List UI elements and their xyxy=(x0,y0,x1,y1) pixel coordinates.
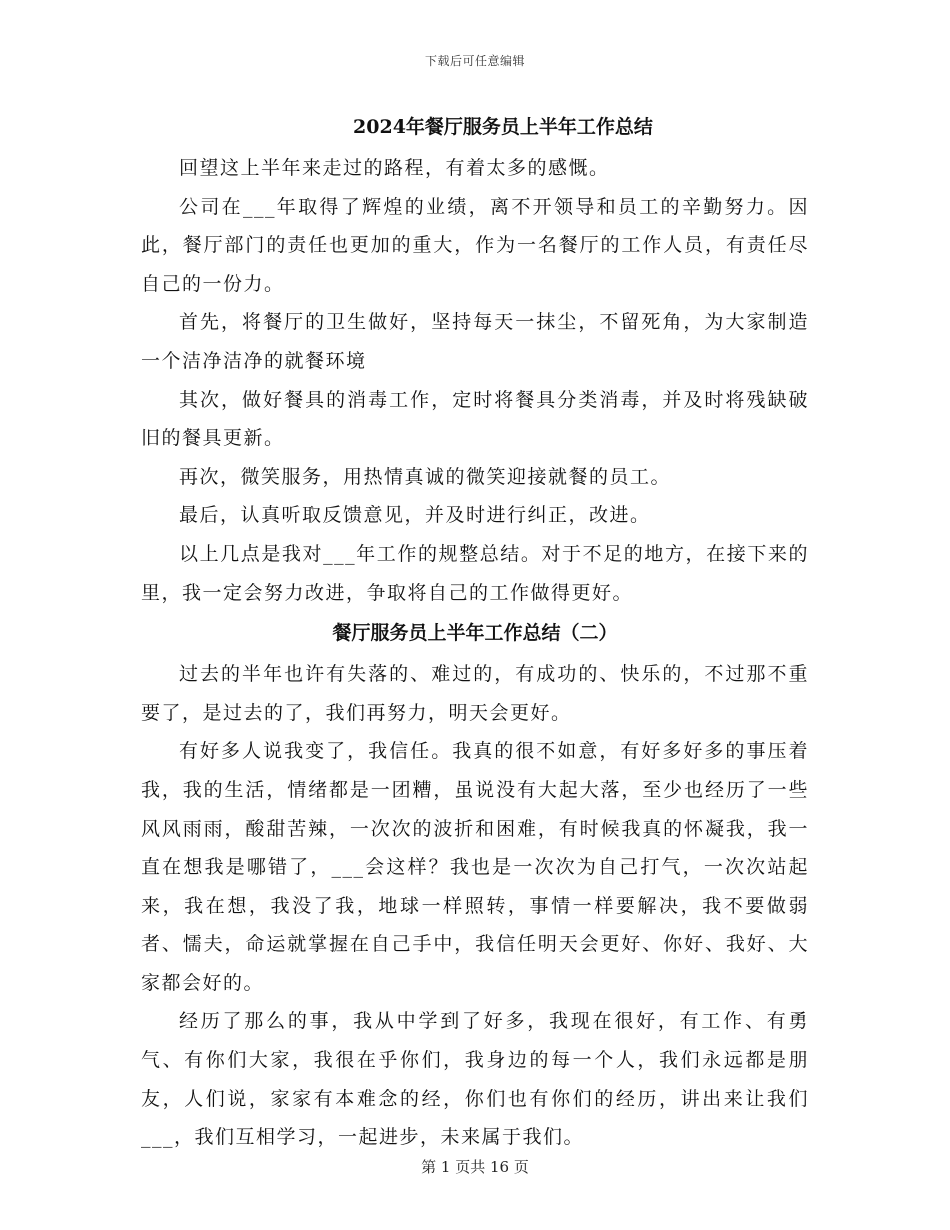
paragraph: 再次，微笑服务，用热情真诚的微笑迎接就餐的员工。 xyxy=(179,465,672,488)
paragraph: 公司在___年取得了辉煌的业绩，离不开领导和员工的辛勤努力。因此，餐厅部门的责任也更加的重大，作为一名餐厅的工作人员，有责任尽自己的一份力。 xyxy=(141,195,809,295)
paragraph: 有好多人说我变了，我信任。我真的很不如意，有好多好多的事压着我，我的生活，情绪都是一团糟，虽说没有大起大落，至少也经历了一些风风雨雨，酸甜苦辣，一次次的波折和困难，有时候我真的怀凝我，我一直在想我是哪错了，___会这样？我也是一次次为自己打气，一次次站起来，我在想，我没了我，地球一样照转，事情一样要解决，我不要做弱者、懦夫，命运就掌握在自己手中，我信任明天会更好、你好、我好、大家都会好的。 xyxy=(141,740,809,994)
paragraph: 经历了那么的事，我从中学到了好多，我现在很好，有工作、有勇气、有你们大家，我很在乎你们，我身边的每一个人，我们永远都是朋友，人们说，家家有本难念的经，你们也有你们的经历，讲出来让我们___，我们互相学习，一起进步，未来属于我们。 xyxy=(141,1010,809,1149)
paragraph: 最后，认真听取反馈意见，并及时进行纠正，改进。 xyxy=(179,504,651,527)
paragraph: 首先，将餐厅的卫生做好，坚持每天一抹尘，不留死角，为大家制造一个洁净洁净的就餐环境 xyxy=(141,311,809,372)
document-body xyxy=(141,106,809,1157)
section-title-1: 2024年餐厅服务员上半年工作总结 xyxy=(353,116,653,138)
header-note: 下载后可任意编辑 xyxy=(424,54,525,68)
paragraph: 过去的半年也许有失落的、难过的，有成功的、快乐的，不过那不重要了，是过去的了，我们再努力，明天会更好。 xyxy=(141,663,809,724)
section-title-2: 餐厅服务员上半年工作总结（二） xyxy=(332,622,618,645)
paragraph: 以上几点是我对___年工作的规整总结。对于不足的地方，在接下来的里，我一定会努力改进，争取将自己的工作做得更好。 xyxy=(141,542,809,604)
paragraph: 其次，做好餐具的消毒工作，定时将餐具分类消毒，并及时将残缺破旧的餐具更新。 xyxy=(141,388,809,450)
page-number: 第 1 页共 16 页 xyxy=(421,1158,529,1176)
paragraph: 回望这上半年来走过的路程，有着太多的感慨。 xyxy=(179,157,610,179)
